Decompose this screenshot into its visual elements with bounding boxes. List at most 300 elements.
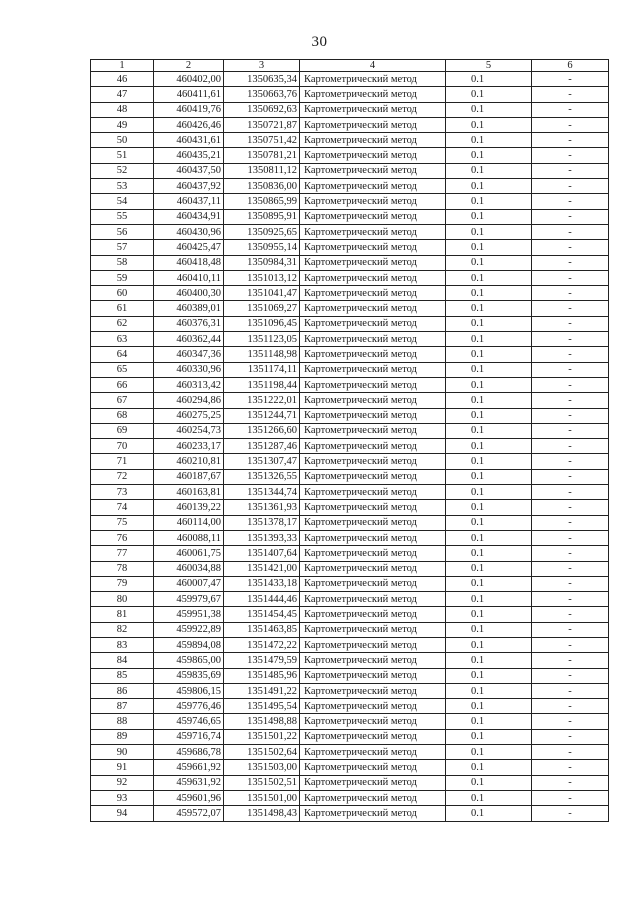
method-cell: Картометрический метод bbox=[300, 668, 446, 683]
method-cell: Картометрический метод bbox=[300, 806, 446, 821]
method-cell: Картометрический метод bbox=[300, 561, 446, 576]
y-coordinate-cell: 1351266,60 bbox=[224, 423, 300, 438]
method-cell: Картометрический метод bbox=[300, 653, 446, 668]
table-row bbox=[91, 102, 609, 117]
method-cell: Картометрический метод bbox=[300, 745, 446, 760]
note-cell: - bbox=[532, 255, 609, 270]
point-number-cell: 72 bbox=[91, 469, 154, 484]
table-row bbox=[91, 117, 609, 132]
method-cell: Картометрический метод bbox=[300, 301, 446, 316]
accuracy-cell: 0.1 bbox=[446, 485, 532, 500]
method-cell: Картометрический метод bbox=[300, 592, 446, 607]
x-coordinate-cell: 460254,73 bbox=[154, 423, 224, 438]
table-row bbox=[91, 714, 609, 729]
x-coordinate-cell: 459806,15 bbox=[154, 683, 224, 698]
accuracy-cell: 0.1 bbox=[446, 775, 532, 790]
point-number-cell: 71 bbox=[91, 454, 154, 469]
y-coordinate-cell: 1351407,64 bbox=[224, 546, 300, 561]
note-cell: - bbox=[532, 760, 609, 775]
x-coordinate-cell: 460362,44 bbox=[154, 332, 224, 347]
note-cell: - bbox=[532, 133, 609, 148]
method-cell: Картометрический метод bbox=[300, 729, 446, 744]
method-cell: Картометрический метод bbox=[300, 362, 446, 377]
x-coordinate-cell: 459835,69 bbox=[154, 668, 224, 683]
point-number-cell: 64 bbox=[91, 347, 154, 362]
x-coordinate-cell: 459951,38 bbox=[154, 607, 224, 622]
x-coordinate-cell: 460431,61 bbox=[154, 133, 224, 148]
table-row bbox=[91, 790, 609, 805]
note-cell: - bbox=[532, 316, 609, 331]
note-cell: - bbox=[532, 209, 609, 224]
accuracy-cell: 0.1 bbox=[446, 148, 532, 163]
y-coordinate-cell: 1350955,14 bbox=[224, 240, 300, 255]
method-cell: Картометрический метод bbox=[300, 790, 446, 805]
column-header: 1 bbox=[91, 60, 154, 72]
table-row bbox=[91, 301, 609, 316]
y-coordinate-cell: 1351491,22 bbox=[224, 683, 300, 698]
note-cell: - bbox=[532, 163, 609, 178]
note-cell: - bbox=[532, 148, 609, 163]
y-coordinate-cell: 1350751,42 bbox=[224, 133, 300, 148]
accuracy-cell: 0.1 bbox=[446, 653, 532, 668]
x-coordinate-cell: 460426,46 bbox=[154, 117, 224, 132]
method-cell: Картометрический метод bbox=[300, 469, 446, 484]
point-number-cell: 77 bbox=[91, 546, 154, 561]
table-row bbox=[91, 255, 609, 270]
column-header: 3 bbox=[224, 60, 300, 72]
coordinates-table bbox=[90, 59, 609, 822]
method-cell: Картометрический метод bbox=[300, 163, 446, 178]
accuracy-cell: 0.1 bbox=[446, 194, 532, 209]
table-row bbox=[91, 377, 609, 392]
table-row bbox=[91, 729, 609, 744]
y-coordinate-cell: 1351222,01 bbox=[224, 393, 300, 408]
note-cell: - bbox=[532, 377, 609, 392]
accuracy-cell: 0.1 bbox=[446, 408, 532, 423]
y-coordinate-cell: 1350721,87 bbox=[224, 117, 300, 132]
x-coordinate-cell: 460402,00 bbox=[154, 72, 224, 87]
accuracy-cell: 0.1 bbox=[446, 760, 532, 775]
accuracy-cell: 0.1 bbox=[446, 546, 532, 561]
note-cell: - bbox=[532, 622, 609, 637]
note-cell: - bbox=[532, 102, 609, 117]
note-cell: - bbox=[532, 179, 609, 194]
point-number-cell: 46 bbox=[91, 72, 154, 87]
point-number-cell: 94 bbox=[91, 806, 154, 821]
x-coordinate-cell: 460330,96 bbox=[154, 362, 224, 377]
note-cell: - bbox=[532, 332, 609, 347]
accuracy-cell: 0.1 bbox=[446, 745, 532, 760]
y-coordinate-cell: 1351174,11 bbox=[224, 362, 300, 377]
table-row bbox=[91, 179, 609, 194]
y-coordinate-cell: 1351501,22 bbox=[224, 729, 300, 744]
note-cell: - bbox=[532, 699, 609, 714]
point-number-cell: 53 bbox=[91, 179, 154, 194]
table-row bbox=[91, 194, 609, 209]
note-cell: - bbox=[532, 347, 609, 362]
point-number-cell: 86 bbox=[91, 683, 154, 698]
method-cell: Картометрический метод bbox=[300, 87, 446, 102]
accuracy-cell: 0.1 bbox=[446, 316, 532, 331]
accuracy-cell: 0.1 bbox=[446, 607, 532, 622]
method-cell: Картометрический метод bbox=[300, 255, 446, 270]
point-number-cell: 52 bbox=[91, 163, 154, 178]
method-cell: Картометрический метод bbox=[300, 622, 446, 637]
method-cell: Картометрический метод bbox=[300, 454, 446, 469]
y-coordinate-cell: 1351148,98 bbox=[224, 347, 300, 362]
accuracy-cell: 0.1 bbox=[446, 622, 532, 637]
accuracy-cell: 0.1 bbox=[446, 347, 532, 362]
table-row bbox=[91, 637, 609, 652]
y-coordinate-cell: 1351421,00 bbox=[224, 561, 300, 576]
table-row bbox=[91, 699, 609, 714]
y-coordinate-cell: 1351123,05 bbox=[224, 332, 300, 347]
accuracy-cell: 0.1 bbox=[446, 301, 532, 316]
point-number-cell: 90 bbox=[91, 745, 154, 760]
point-number-cell: 49 bbox=[91, 117, 154, 132]
method-cell: Картометрический метод bbox=[300, 775, 446, 790]
y-coordinate-cell: 1351463,85 bbox=[224, 622, 300, 637]
table-row bbox=[91, 87, 609, 102]
note-cell: - bbox=[532, 485, 609, 500]
accuracy-cell: 0.1 bbox=[446, 469, 532, 484]
x-coordinate-cell: 460435,21 bbox=[154, 148, 224, 163]
x-coordinate-cell: 460347,36 bbox=[154, 347, 224, 362]
table-row bbox=[91, 454, 609, 469]
x-coordinate-cell: 459776,46 bbox=[154, 699, 224, 714]
y-coordinate-cell: 1351433,18 bbox=[224, 576, 300, 591]
note-cell: - bbox=[532, 408, 609, 423]
method-cell: Картометрический метод bbox=[300, 683, 446, 698]
x-coordinate-cell: 460418,48 bbox=[154, 255, 224, 270]
point-number-cell: 89 bbox=[91, 729, 154, 744]
x-coordinate-cell: 460425,47 bbox=[154, 240, 224, 255]
y-coordinate-cell: 1350836,00 bbox=[224, 179, 300, 194]
y-coordinate-cell: 1350895,91 bbox=[224, 209, 300, 224]
point-number-cell: 74 bbox=[91, 500, 154, 515]
table-row bbox=[91, 332, 609, 347]
accuracy-cell: 0.1 bbox=[446, 729, 532, 744]
method-cell: Картометрический метод bbox=[300, 760, 446, 775]
y-coordinate-cell: 1351096,45 bbox=[224, 316, 300, 331]
method-cell: Картометрический метод bbox=[300, 72, 446, 87]
accuracy-cell: 0.1 bbox=[446, 668, 532, 683]
accuracy-cell: 0.1 bbox=[446, 224, 532, 239]
method-cell: Картометрический метод bbox=[300, 194, 446, 209]
note-cell: - bbox=[532, 729, 609, 744]
y-coordinate-cell: 1351393,33 bbox=[224, 530, 300, 545]
method-cell: Картометрический метод bbox=[300, 240, 446, 255]
note-cell: - bbox=[532, 117, 609, 132]
point-number-cell: 56 bbox=[91, 224, 154, 239]
point-number-cell: 62 bbox=[91, 316, 154, 331]
point-number-cell: 54 bbox=[91, 194, 154, 209]
y-coordinate-cell: 1351378,17 bbox=[224, 515, 300, 530]
table-row bbox=[91, 760, 609, 775]
table-row bbox=[91, 546, 609, 561]
accuracy-cell: 0.1 bbox=[446, 576, 532, 591]
point-number-cell: 84 bbox=[91, 653, 154, 668]
y-coordinate-cell: 1350865,99 bbox=[224, 194, 300, 209]
table-row bbox=[91, 316, 609, 331]
accuracy-cell: 0.1 bbox=[446, 806, 532, 821]
method-cell: Картометрический метод bbox=[300, 485, 446, 500]
method-cell: Картометрический метод bbox=[300, 530, 446, 545]
x-coordinate-cell: 460007,47 bbox=[154, 576, 224, 591]
x-coordinate-cell: 460437,50 bbox=[154, 163, 224, 178]
table-row bbox=[91, 347, 609, 362]
accuracy-cell: 0.1 bbox=[446, 133, 532, 148]
table-row bbox=[91, 607, 609, 622]
method-cell: Картометрический метод bbox=[300, 423, 446, 438]
table-row bbox=[91, 133, 609, 148]
table-row bbox=[91, 362, 609, 377]
point-number-cell: 73 bbox=[91, 485, 154, 500]
method-cell: Картометрический метод bbox=[300, 377, 446, 392]
accuracy-cell: 0.1 bbox=[446, 790, 532, 805]
table-row bbox=[91, 72, 609, 87]
x-coordinate-cell: 460294,86 bbox=[154, 393, 224, 408]
x-coordinate-cell: 459686,78 bbox=[154, 745, 224, 760]
y-coordinate-cell: 1351361,93 bbox=[224, 500, 300, 515]
method-cell: Картометрический метод bbox=[300, 607, 446, 622]
accuracy-cell: 0.1 bbox=[446, 362, 532, 377]
accuracy-cell: 0.1 bbox=[446, 255, 532, 270]
table-row bbox=[91, 485, 609, 500]
accuracy-cell: 0.1 bbox=[446, 699, 532, 714]
y-coordinate-cell: 1351472,22 bbox=[224, 637, 300, 652]
note-cell: - bbox=[532, 87, 609, 102]
point-number-cell: 68 bbox=[91, 408, 154, 423]
point-number-cell: 63 bbox=[91, 332, 154, 347]
x-coordinate-cell: 460389,01 bbox=[154, 301, 224, 316]
note-cell: - bbox=[532, 653, 609, 668]
point-number-cell: 78 bbox=[91, 561, 154, 576]
y-coordinate-cell: 1351326,55 bbox=[224, 469, 300, 484]
table-row bbox=[91, 530, 609, 545]
note-cell: - bbox=[532, 515, 609, 530]
accuracy-cell: 0.1 bbox=[446, 270, 532, 285]
y-coordinate-cell: 1351495,54 bbox=[224, 699, 300, 714]
accuracy-cell: 0.1 bbox=[446, 240, 532, 255]
table-row bbox=[91, 500, 609, 515]
table-row bbox=[91, 561, 609, 576]
method-cell: Картометрический метод bbox=[300, 515, 446, 530]
point-number-cell: 91 bbox=[91, 760, 154, 775]
table-row bbox=[91, 240, 609, 255]
table-row bbox=[91, 622, 609, 637]
point-number-cell: 67 bbox=[91, 393, 154, 408]
point-number-cell: 87 bbox=[91, 699, 154, 714]
x-coordinate-cell: 460139,22 bbox=[154, 500, 224, 515]
x-coordinate-cell: 459865,00 bbox=[154, 653, 224, 668]
table-row bbox=[91, 270, 609, 285]
note-cell: - bbox=[532, 439, 609, 454]
y-coordinate-cell: 1351287,46 bbox=[224, 439, 300, 454]
note-cell: - bbox=[532, 286, 609, 301]
note-cell: - bbox=[532, 637, 609, 652]
accuracy-cell: 0.1 bbox=[446, 515, 532, 530]
point-number-cell: 88 bbox=[91, 714, 154, 729]
x-coordinate-cell: 460233,17 bbox=[154, 439, 224, 454]
note-cell: - bbox=[532, 775, 609, 790]
note-cell: - bbox=[532, 454, 609, 469]
x-coordinate-cell: 460163,81 bbox=[154, 485, 224, 500]
x-coordinate-cell: 460434,91 bbox=[154, 209, 224, 224]
x-coordinate-cell: 459716,74 bbox=[154, 729, 224, 744]
method-cell: Картометрический метод bbox=[300, 133, 446, 148]
point-number-cell: 47 bbox=[91, 87, 154, 102]
table-row bbox=[91, 653, 609, 668]
table-row bbox=[91, 668, 609, 683]
x-coordinate-cell: 460210,81 bbox=[154, 454, 224, 469]
method-cell: Картометрический метод bbox=[300, 546, 446, 561]
point-number-cell: 69 bbox=[91, 423, 154, 438]
x-coordinate-cell: 459922,89 bbox=[154, 622, 224, 637]
note-cell: - bbox=[532, 301, 609, 316]
point-number-cell: 70 bbox=[91, 439, 154, 454]
x-coordinate-cell: 459631,92 bbox=[154, 775, 224, 790]
note-cell: - bbox=[532, 362, 609, 377]
x-coordinate-cell: 460376,31 bbox=[154, 316, 224, 331]
y-coordinate-cell: 1350781,21 bbox=[224, 148, 300, 163]
table-row bbox=[91, 408, 609, 423]
x-coordinate-cell: 460411,61 bbox=[154, 87, 224, 102]
x-coordinate-cell: 460437,92 bbox=[154, 179, 224, 194]
note-cell: - bbox=[532, 806, 609, 821]
table-row bbox=[91, 393, 609, 408]
y-coordinate-cell: 1351502,51 bbox=[224, 775, 300, 790]
method-cell: Картометрический метод bbox=[300, 637, 446, 652]
y-coordinate-cell: 1351479,59 bbox=[224, 653, 300, 668]
method-cell: Картометрический метод bbox=[300, 224, 446, 239]
table-row bbox=[91, 745, 609, 760]
accuracy-cell: 0.1 bbox=[446, 72, 532, 87]
accuracy-cell: 0.1 bbox=[446, 163, 532, 178]
note-cell: - bbox=[532, 469, 609, 484]
accuracy-cell: 0.1 bbox=[446, 102, 532, 117]
note-cell: - bbox=[532, 224, 609, 239]
x-coordinate-cell: 459746,65 bbox=[154, 714, 224, 729]
x-coordinate-cell: 460400,30 bbox=[154, 286, 224, 301]
x-coordinate-cell: 459601,96 bbox=[154, 790, 224, 805]
note-cell: - bbox=[532, 561, 609, 576]
point-number-cell: 60 bbox=[91, 286, 154, 301]
point-number-cell: 85 bbox=[91, 668, 154, 683]
accuracy-cell: 0.1 bbox=[446, 683, 532, 698]
y-coordinate-cell: 1350811,12 bbox=[224, 163, 300, 178]
note-cell: - bbox=[532, 393, 609, 408]
note-cell: - bbox=[532, 240, 609, 255]
point-number-cell: 65 bbox=[91, 362, 154, 377]
table-row bbox=[91, 209, 609, 224]
accuracy-cell: 0.1 bbox=[446, 714, 532, 729]
note-cell: - bbox=[532, 714, 609, 729]
table-body bbox=[91, 72, 609, 822]
accuracy-cell: 0.1 bbox=[446, 179, 532, 194]
table-row bbox=[91, 224, 609, 239]
table-row bbox=[91, 683, 609, 698]
x-coordinate-cell: 460034,88 bbox=[154, 561, 224, 576]
accuracy-cell: 0.1 bbox=[446, 286, 532, 301]
column-header: 5 bbox=[446, 60, 532, 72]
accuracy-cell: 0.1 bbox=[446, 393, 532, 408]
note-cell: - bbox=[532, 576, 609, 591]
accuracy-cell: 0.1 bbox=[446, 117, 532, 132]
x-coordinate-cell: 459572,07 bbox=[154, 806, 224, 821]
table-row bbox=[91, 515, 609, 530]
y-coordinate-cell: 1350663,76 bbox=[224, 87, 300, 102]
note-cell: - bbox=[532, 530, 609, 545]
note-cell: - bbox=[532, 607, 609, 622]
x-coordinate-cell: 460430,96 bbox=[154, 224, 224, 239]
accuracy-cell: 0.1 bbox=[446, 454, 532, 469]
note-cell: - bbox=[532, 423, 609, 438]
table-row bbox=[91, 775, 609, 790]
accuracy-cell: 0.1 bbox=[446, 332, 532, 347]
y-coordinate-cell: 1351041,47 bbox=[224, 286, 300, 301]
y-coordinate-cell: 1350635,34 bbox=[224, 72, 300, 87]
accuracy-cell: 0.1 bbox=[446, 561, 532, 576]
y-coordinate-cell: 1351344,74 bbox=[224, 485, 300, 500]
table-row bbox=[91, 469, 609, 484]
x-coordinate-cell: 460088,11 bbox=[154, 530, 224, 545]
table-row bbox=[91, 806, 609, 821]
point-number-cell: 80 bbox=[91, 592, 154, 607]
note-cell: - bbox=[532, 683, 609, 698]
x-coordinate-cell: 460275,25 bbox=[154, 408, 224, 423]
point-number-cell: 48 bbox=[91, 102, 154, 117]
note-cell: - bbox=[532, 668, 609, 683]
point-number-cell: 76 bbox=[91, 530, 154, 545]
x-coordinate-cell: 459979,67 bbox=[154, 592, 224, 607]
point-number-cell: 81 bbox=[91, 607, 154, 622]
note-cell: - bbox=[532, 270, 609, 285]
note-cell: - bbox=[532, 72, 609, 87]
method-cell: Картометрический метод bbox=[300, 714, 446, 729]
note-cell: - bbox=[532, 500, 609, 515]
y-coordinate-cell: 1350984,31 bbox=[224, 255, 300, 270]
x-coordinate-cell: 460114,00 bbox=[154, 515, 224, 530]
y-coordinate-cell: 1351198,44 bbox=[224, 377, 300, 392]
accuracy-cell: 0.1 bbox=[446, 423, 532, 438]
point-number-cell: 55 bbox=[91, 209, 154, 224]
x-coordinate-cell: 459894,08 bbox=[154, 637, 224, 652]
method-cell: Картометрический метод bbox=[300, 393, 446, 408]
method-cell: Картометрический метод bbox=[300, 439, 446, 454]
y-coordinate-cell: 1351498,88 bbox=[224, 714, 300, 729]
y-coordinate-cell: 1351444,46 bbox=[224, 592, 300, 607]
page-number: 30 bbox=[311, 34, 328, 50]
note-cell: - bbox=[532, 790, 609, 805]
x-coordinate-cell: 459661,92 bbox=[154, 760, 224, 775]
accuracy-cell: 0.1 bbox=[446, 530, 532, 545]
accuracy-cell: 0.1 bbox=[446, 439, 532, 454]
method-cell: Картометрический метод bbox=[300, 699, 446, 714]
table-row bbox=[91, 423, 609, 438]
point-number-cell: 51 bbox=[91, 148, 154, 163]
y-coordinate-cell: 1351307,47 bbox=[224, 454, 300, 469]
accuracy-cell: 0.1 bbox=[446, 592, 532, 607]
y-coordinate-cell: 1351501,00 bbox=[224, 790, 300, 805]
point-number-cell: 66 bbox=[91, 377, 154, 392]
point-number-cell: 57 bbox=[91, 240, 154, 255]
x-coordinate-cell: 460187,67 bbox=[154, 469, 224, 484]
accuracy-cell: 0.1 bbox=[446, 209, 532, 224]
x-coordinate-cell: 460061,75 bbox=[154, 546, 224, 561]
y-coordinate-cell: 1350692,63 bbox=[224, 102, 300, 117]
method-cell: Картометрический метод bbox=[300, 347, 446, 362]
